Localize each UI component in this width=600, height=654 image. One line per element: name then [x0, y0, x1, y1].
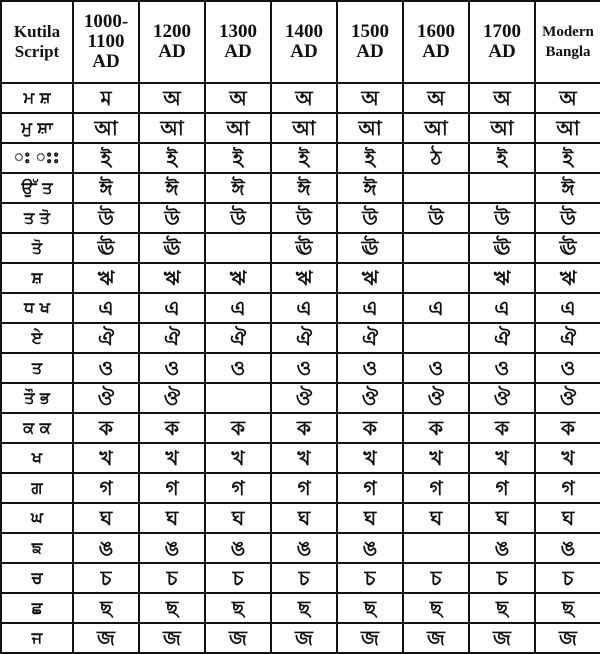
period-glyph-cell: জ: [271, 623, 337, 653]
period-glyph-cell: ম: [73, 83, 139, 113]
modern-bangla-glyph-cell: ঔ: [535, 383, 600, 413]
modern-bangla-glyph-cell: ই: [535, 143, 600, 173]
period-glyph-cell: চ: [271, 563, 337, 593]
period-glyph-cell: এ: [205, 293, 271, 323]
modern-bangla-glyph-cell: ও: [535, 353, 600, 383]
period-glyph-cell: ঊ: [469, 233, 535, 263]
period-glyph-cell: ঘ: [469, 503, 535, 533]
period-glyph-cell: ঔ: [139, 383, 205, 413]
period-glyph-cell: ই: [73, 143, 139, 173]
period-glyph-cell: জ: [139, 623, 205, 653]
period-glyph-cell: জ: [73, 623, 139, 653]
modern-bangla-glyph-cell: এ: [535, 293, 600, 323]
kutila-glyph-cell: ਉੱ ਤ: [1, 173, 73, 203]
table-row: [1, 113, 600, 143]
period-glyph-cell: ঊ: [271, 233, 337, 263]
period-glyph-cell: খ: [337, 443, 403, 473]
period-glyph-cell: ই: [469, 143, 535, 173]
period-glyph-cell: ঘ: [205, 503, 271, 533]
period-glyph-cell: জ: [403, 623, 469, 653]
header-1000-1100-ad: 1000-1100 AD: [73, 1, 139, 83]
period-glyph-cell: [205, 233, 271, 263]
table-body: [1, 83, 600, 653]
period-glyph-cell: ঋ: [73, 263, 139, 293]
period-glyph-cell: আ: [205, 113, 271, 143]
period-glyph-cell: অ: [337, 83, 403, 113]
period-glyph-cell: ই: [337, 143, 403, 173]
period-glyph-cell: ঐ: [73, 323, 139, 353]
period-glyph-cell: এ: [139, 293, 205, 323]
period-glyph-cell: গ: [205, 473, 271, 503]
period-glyph-cell: চ: [469, 563, 535, 593]
period-glyph-cell: অ: [205, 83, 271, 113]
period-glyph-cell: চ: [403, 563, 469, 593]
modern-bangla-glyph-cell: ঋ: [535, 263, 600, 293]
period-glyph-cell: গ: [271, 473, 337, 503]
table-row: [1, 443, 600, 473]
table-row: [1, 293, 600, 323]
table-row: [1, 83, 600, 113]
kutila-glyph-cell: ਧ ਖ: [1, 293, 73, 323]
period-glyph-cell: এ: [403, 293, 469, 323]
period-glyph-cell: জ: [469, 623, 535, 653]
period-glyph-cell: ছ: [337, 593, 403, 623]
period-glyph-cell: খ: [73, 443, 139, 473]
period-glyph-cell: ঋ: [271, 263, 337, 293]
period-glyph-cell: ঈ: [205, 173, 271, 203]
period-glyph-cell: খ: [271, 443, 337, 473]
period-glyph-cell: উ: [337, 203, 403, 233]
period-glyph-cell: অ: [469, 83, 535, 113]
period-glyph-cell: ক: [337, 413, 403, 443]
modern-bangla-glyph-cell: চ: [535, 563, 600, 593]
table-row: [1, 383, 600, 413]
period-glyph-cell: ঈ: [337, 173, 403, 203]
period-glyph-cell: ঙ: [337, 533, 403, 563]
period-glyph-cell: গ: [73, 473, 139, 503]
header-1600-ad: 1600 AD: [403, 1, 469, 83]
kutila-glyph-cell: ਜ: [1, 623, 73, 653]
period-glyph-cell: আ: [73, 113, 139, 143]
modern-bangla-glyph-cell: ক: [535, 413, 600, 443]
table-row: [1, 503, 600, 533]
period-glyph-cell: ঊ: [337, 233, 403, 263]
period-glyph-cell: আ: [469, 113, 535, 143]
period-glyph-cell: গ: [469, 473, 535, 503]
period-glyph-cell: অ: [139, 83, 205, 113]
header-1700-ad: 1700 AD: [469, 1, 535, 83]
period-glyph-cell: ই: [139, 143, 205, 173]
period-glyph-cell: ঐ: [205, 323, 271, 353]
period-glyph-cell: ঠ: [403, 143, 469, 173]
period-glyph-cell: অ: [403, 83, 469, 113]
table-row: [1, 473, 600, 503]
period-glyph-cell: [403, 323, 469, 353]
period-glyph-cell: ঐ: [337, 323, 403, 353]
modern-bangla-glyph-cell: খ: [535, 443, 600, 473]
period-glyph-cell: আ: [403, 113, 469, 143]
period-glyph-cell: ও: [73, 353, 139, 383]
period-glyph-cell: [403, 173, 469, 203]
modern-bangla-glyph-cell: গ: [535, 473, 600, 503]
period-glyph-cell: ঘ: [73, 503, 139, 533]
period-glyph-cell: ছ: [73, 593, 139, 623]
table-row: [1, 203, 600, 233]
period-glyph-cell: আ: [337, 113, 403, 143]
period-glyph-cell: ঙ: [205, 533, 271, 563]
period-glyph-cell: চ: [139, 563, 205, 593]
period-glyph-cell: জ: [205, 623, 271, 653]
period-glyph-cell: ঋ: [139, 263, 205, 293]
header-modern-bangla: Modern Bangla: [535, 1, 600, 83]
modern-bangla-glyph-cell: ঘ: [535, 503, 600, 533]
period-glyph-cell: খ: [139, 443, 205, 473]
period-glyph-cell: খ: [205, 443, 271, 473]
kutila-glyph-cell: ਚ: [1, 563, 73, 593]
period-glyph-cell: ও: [469, 353, 535, 383]
period-glyph-cell: ঊ: [73, 233, 139, 263]
period-glyph-cell: ও: [139, 353, 205, 383]
kutila-glyph-cell: ਗ: [1, 473, 73, 503]
period-glyph-cell: ক: [139, 413, 205, 443]
table-row: [1, 593, 600, 623]
period-glyph-cell: ক: [469, 413, 535, 443]
period-glyph-cell: চ: [73, 563, 139, 593]
period-glyph-cell: ঔ: [73, 383, 139, 413]
table-row: [1, 233, 600, 263]
period-glyph-cell: উ: [139, 203, 205, 233]
modern-bangla-glyph-cell: ছ: [535, 593, 600, 623]
table-row: [1, 533, 600, 563]
period-glyph-cell: [403, 533, 469, 563]
header-1300-ad: 1300 AD: [205, 1, 271, 83]
period-glyph-cell: [205, 383, 271, 413]
period-glyph-cell: আ: [139, 113, 205, 143]
kutila-glyph-cell: ਤ ਤੋ: [1, 203, 73, 233]
kutila-glyph-cell: ਙ: [1, 533, 73, 563]
period-glyph-cell: ঙ: [139, 533, 205, 563]
table-row: [1, 563, 600, 593]
period-glyph-cell: ক: [271, 413, 337, 443]
period-glyph-cell: ছ: [205, 593, 271, 623]
period-glyph-cell: অ: [271, 83, 337, 113]
period-glyph-cell: এ: [469, 293, 535, 323]
period-glyph-cell: ঈ: [271, 173, 337, 203]
period-glyph-cell: জ: [337, 623, 403, 653]
period-glyph-cell: উ: [469, 203, 535, 233]
period-glyph-cell: ছ: [271, 593, 337, 623]
period-glyph-cell: ও: [205, 353, 271, 383]
period-glyph-cell: ঔ: [403, 383, 469, 413]
kutila-glyph-cell: ਏ: [1, 323, 73, 353]
period-glyph-cell: চ: [337, 563, 403, 593]
header-1500-ad: 1500 AD: [337, 1, 403, 83]
period-glyph-cell: [469, 173, 535, 203]
period-glyph-cell: ঘ: [403, 503, 469, 533]
header-1400-ad: 1400 AD: [271, 1, 337, 83]
header-row: [1, 1, 600, 83]
period-glyph-cell: ঊ: [139, 233, 205, 263]
table-row: [1, 173, 600, 203]
kutila-glyph-cell: ਕ ਕ: [1, 413, 73, 443]
modern-bangla-glyph-cell: ঙ: [535, 533, 600, 563]
period-glyph-cell: এ: [337, 293, 403, 323]
modern-bangla-glyph-cell: ঈ: [535, 173, 600, 203]
period-glyph-cell: গ: [139, 473, 205, 503]
period-glyph-cell: ঘ: [337, 503, 403, 533]
kutila-glyph-cell: ਤੋ: [1, 233, 73, 263]
modern-bangla-glyph-cell: উ: [535, 203, 600, 233]
modern-bangla-glyph-cell: জ: [535, 623, 600, 653]
period-glyph-cell: ঋ: [205, 263, 271, 293]
period-glyph-cell: খ: [469, 443, 535, 473]
period-glyph-cell: ঘ: [271, 503, 337, 533]
period-glyph-cell: ঐ: [271, 323, 337, 353]
period-glyph-cell: উ: [205, 203, 271, 233]
period-glyph-cell: ঈ: [73, 173, 139, 203]
kutila-glyph-cell: ਤ: [1, 353, 73, 383]
period-glyph-cell: ক: [403, 413, 469, 443]
period-glyph-cell: ঔ: [469, 383, 535, 413]
period-glyph-cell: ও: [337, 353, 403, 383]
period-glyph-cell: ছ: [403, 593, 469, 623]
period-glyph-cell: ঋ: [469, 263, 535, 293]
kutila-glyph-cell: ਘ: [1, 503, 73, 533]
kutila-glyph-cell: ਸ਼: [1, 263, 73, 293]
period-glyph-cell: ঈ: [139, 173, 205, 203]
modern-bangla-glyph-cell: ঊ: [535, 233, 600, 263]
period-glyph-cell: ঐ: [469, 323, 535, 353]
kutila-glyph-cell: ਮ ਸ਼: [1, 83, 73, 113]
period-glyph-cell: উ: [271, 203, 337, 233]
period-glyph-cell: ও: [271, 353, 337, 383]
header-1200-ad: 1200 AD: [139, 1, 205, 83]
period-glyph-cell: ঐ: [139, 323, 205, 353]
period-glyph-cell: খ: [403, 443, 469, 473]
period-glyph-cell: ঔ: [337, 383, 403, 413]
table-row: [1, 413, 600, 443]
period-glyph-cell: ঔ: [271, 383, 337, 413]
period-glyph-cell: ঙ: [73, 533, 139, 563]
period-glyph-cell: ঘ: [139, 503, 205, 533]
kutila-glyph-cell: ਮੁ ਸ਼ਾ: [1, 113, 73, 143]
kutila-glyph-cell: ਤੌ ਭ: [1, 383, 73, 413]
kutila-glyph-cell: ះ ះះ: [1, 143, 73, 173]
period-glyph-cell: ছ: [139, 593, 205, 623]
period-glyph-cell: এ: [73, 293, 139, 323]
table-row: [1, 623, 600, 653]
table-row: [1, 143, 600, 173]
period-glyph-cell: উ: [73, 203, 139, 233]
modern-bangla-glyph-cell: ঐ: [535, 323, 600, 353]
period-glyph-cell: ক: [205, 413, 271, 443]
period-glyph-cell: এ: [271, 293, 337, 323]
period-glyph-cell: উ: [403, 203, 469, 233]
period-glyph-cell: [403, 263, 469, 293]
header-kutila-script: Kutila Script: [1, 1, 73, 83]
table-row: [1, 263, 600, 293]
period-glyph-cell: গ: [403, 473, 469, 503]
period-glyph-cell: চ: [205, 563, 271, 593]
period-glyph-cell: ই: [205, 143, 271, 173]
kutila-glyph-cell: ਛ: [1, 593, 73, 623]
modern-bangla-glyph-cell: আ: [535, 113, 600, 143]
period-glyph-cell: [403, 233, 469, 263]
kutila-glyph-cell: ਖ: [1, 443, 73, 473]
period-glyph-cell: ঙ: [469, 533, 535, 563]
table-row: [1, 353, 600, 383]
period-glyph-cell: ঙ: [271, 533, 337, 563]
period-glyph-cell: ক: [73, 413, 139, 443]
period-glyph-cell: ই: [271, 143, 337, 173]
period-glyph-cell: ছ: [469, 593, 535, 623]
period-glyph-cell: গ: [337, 473, 403, 503]
modern-bangla-glyph-cell: অ: [535, 83, 600, 113]
period-glyph-cell: ঋ: [337, 263, 403, 293]
period-glyph-cell: আ: [271, 113, 337, 143]
table-row: [1, 323, 600, 353]
period-glyph-cell: ও: [403, 353, 469, 383]
